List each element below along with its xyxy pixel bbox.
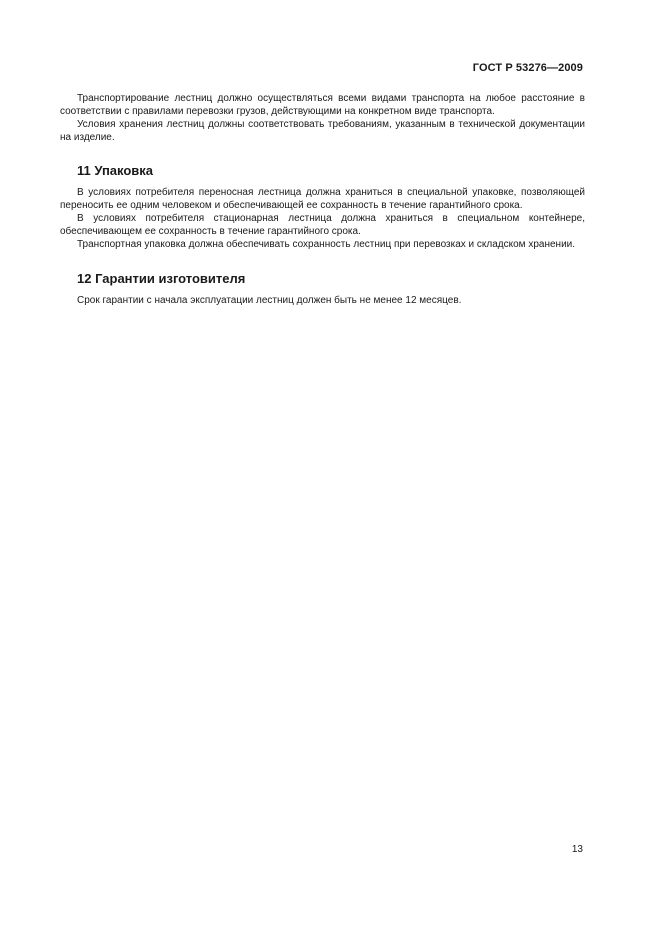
section-12-title: 12 Гарантии изготовителя — [77, 271, 246, 286]
document-code: ГОСТ Р 53276—2009 — [472, 62, 583, 74]
section-11-paragraph-portable: В условиях потребителя переносная лестница должна храниться в специальной упаковке, позволяющей переносить ее одним человеком и обеспечивающей ее сохранность в течение гарантийного срока. — [60, 187, 585, 211]
section-11-paragraph-transport-packaging: Транспортная упаковка должна обеспечивать сохранность лестниц при перевозках и складском хранении. — [77, 239, 576, 250]
page-number: 13 — [571, 844, 583, 855]
section-11-paragraph-stationary: В условиях потребителя стационарная лестница должна храниться в специальном контейнере, обеспечивающем ее сохранность в течение гарантийного срока. — [60, 213, 585, 237]
intro-paragraph-transport: Транспортирование лестниц должно осуществляться всеми видами транспорта на любое расстояние в соответствии с правилами перевозки грузов, действующими на конкретном виде транспорта. — [60, 93, 585, 117]
page-content — [60, 92, 585, 307]
section-12-paragraph-warranty: Срок гарантии с начала эксплуатации лестниц должен быть не менее 12 месяцев. — [77, 295, 462, 306]
intro-paragraph-storage: Условия хранения лестниц должны соответствовать требованиям, указанным в технической документации на изделие. — [60, 119, 585, 143]
section-11-title: 11 Упаковка — [77, 163, 154, 178]
